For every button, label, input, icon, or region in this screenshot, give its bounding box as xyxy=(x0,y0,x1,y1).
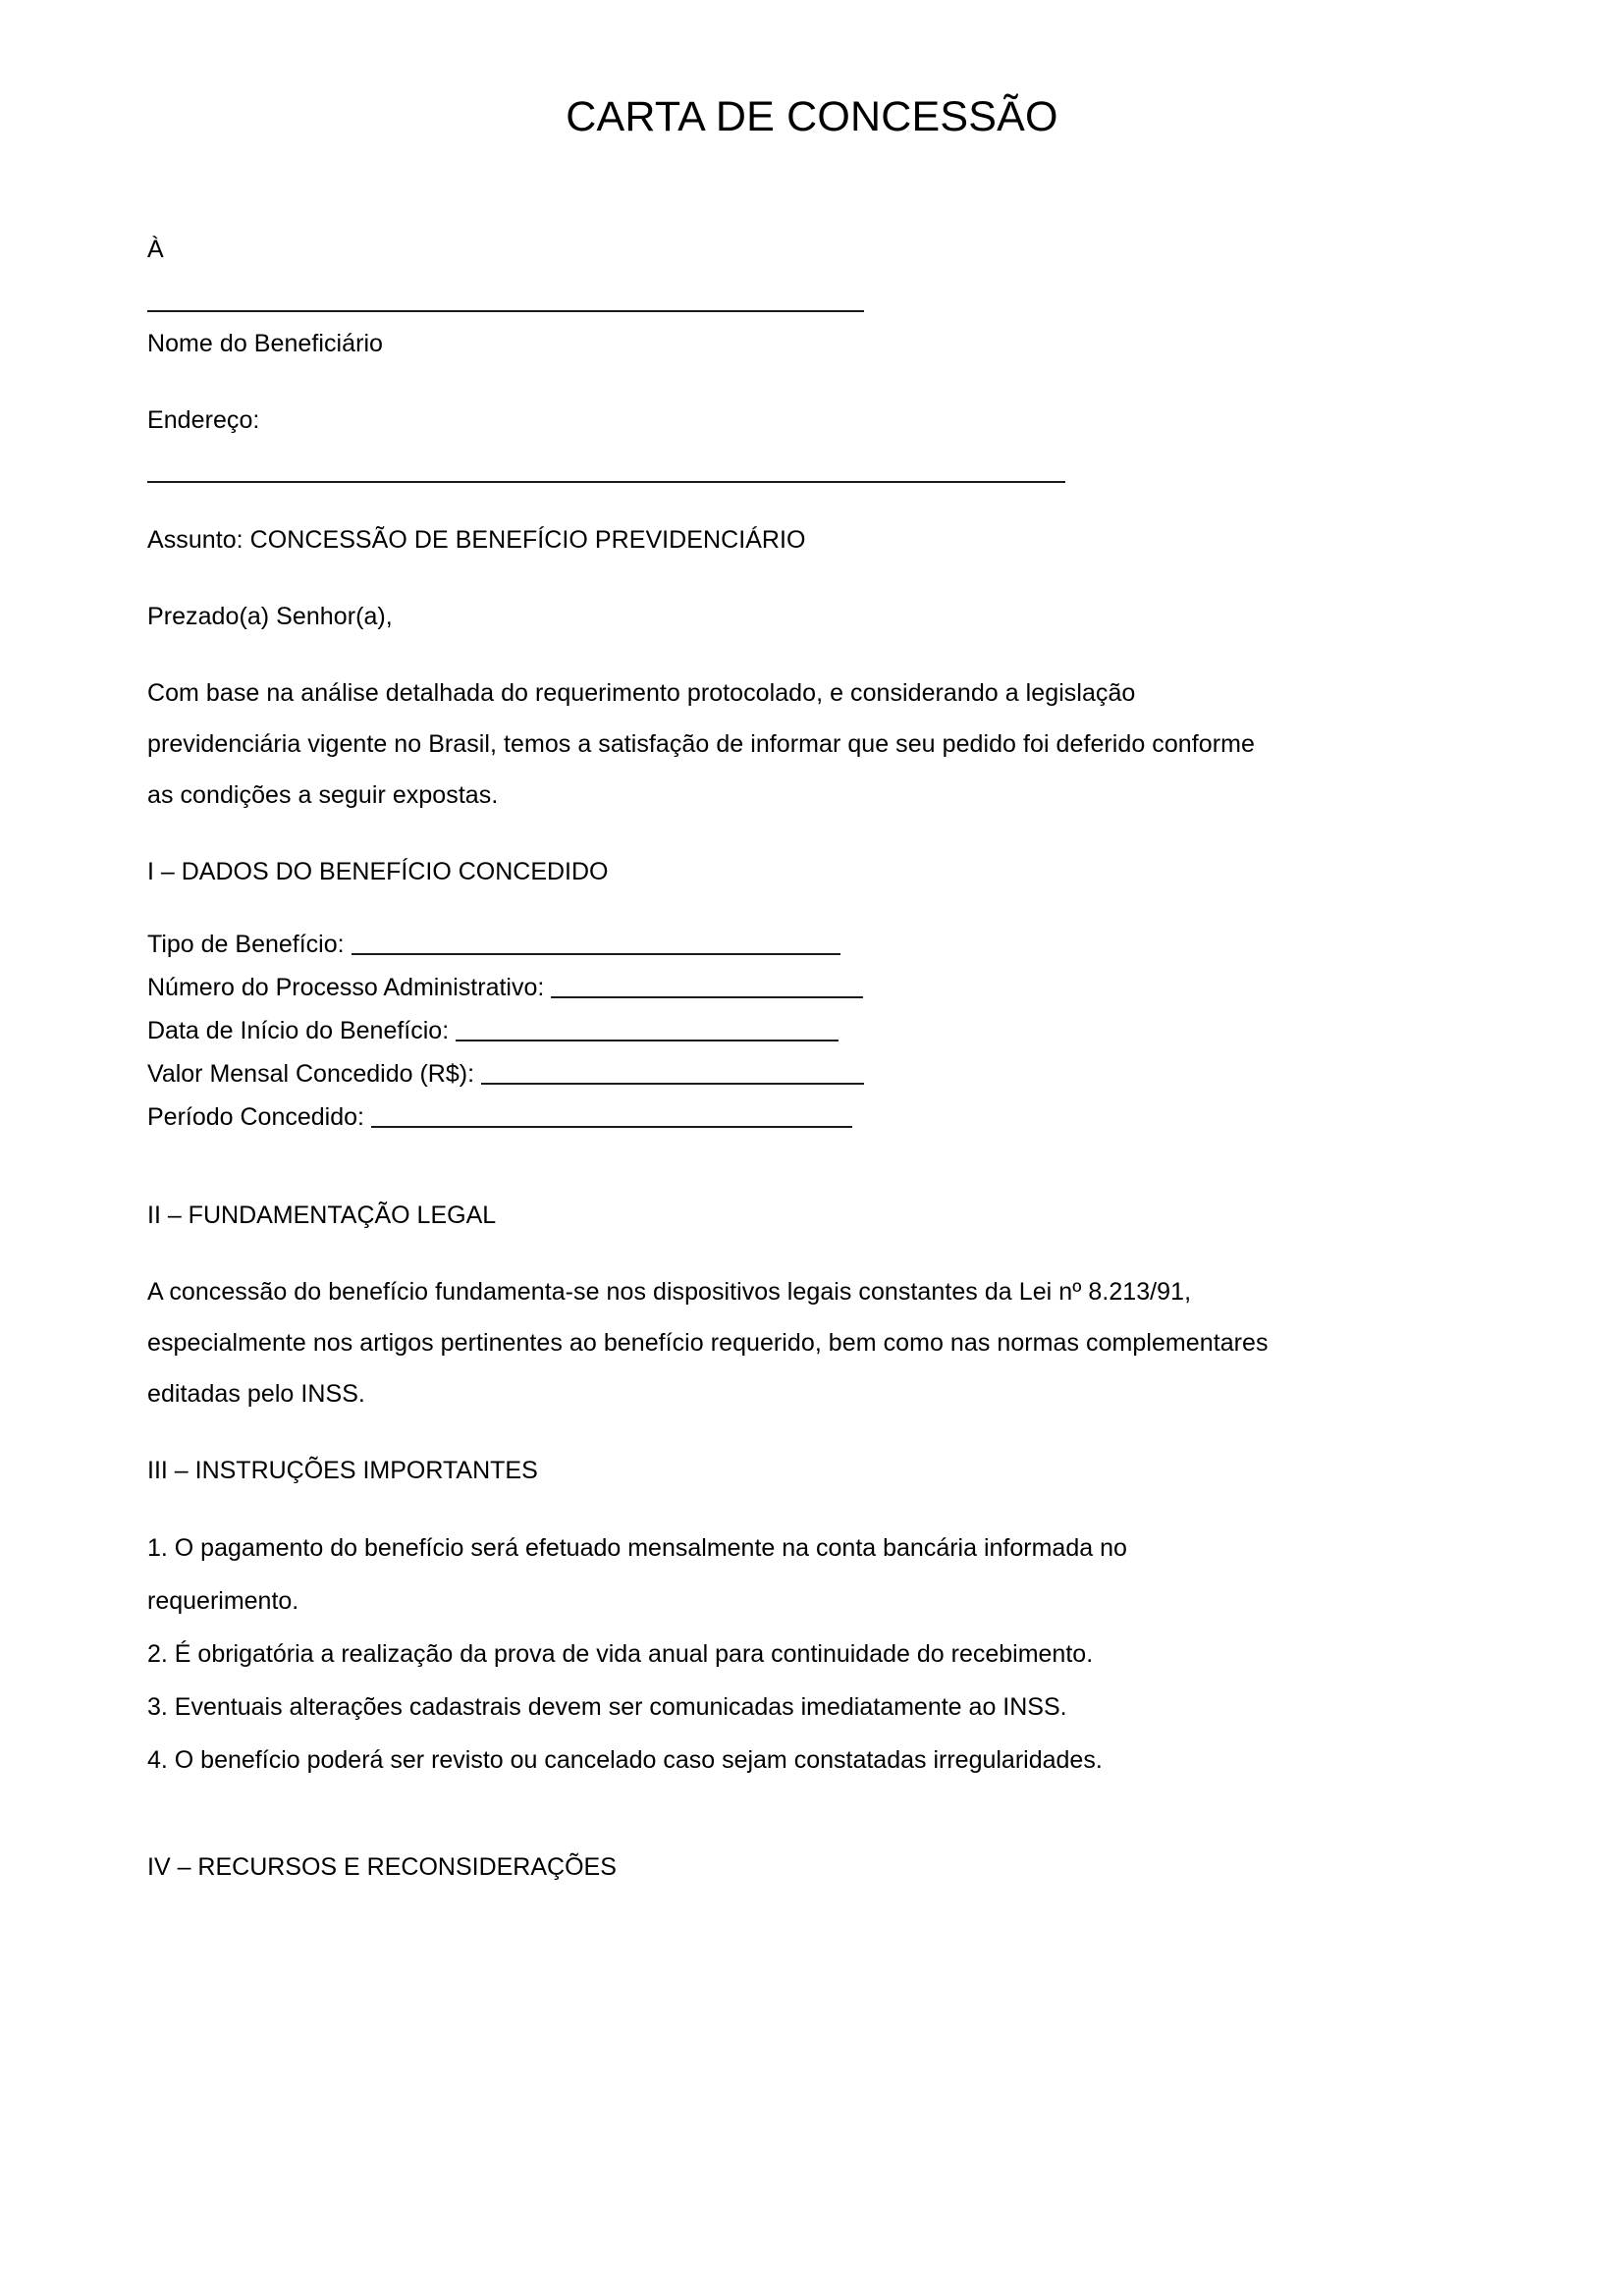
spacer xyxy=(147,565,1286,591)
field-input-valor-mensal-concedido[interactable] xyxy=(481,1063,864,1085)
spacer xyxy=(147,1496,1286,1522)
beneficiary-name-blank-line[interactable] xyxy=(147,310,864,312)
section-ii-paragraph: A concessão do benefício fundamenta-se nos dispositivos legais constantes da Lei nº 8.213/91, especialmente nos artigos pertinentes ao benefício requerido, bem como nas normas complementares editadas pelo INSS. xyxy=(147,1278,1269,1408)
section-iii-heading: III – INSTRUÇÕES IMPORTANTES xyxy=(147,1457,538,1484)
beneficiary-name-blank-row xyxy=(147,275,1286,318)
greeting-line: Prezado(a) Senhor(a), xyxy=(147,603,393,630)
section-ii-heading: II – FUNDAMENTAÇÃO LEGAL xyxy=(147,1201,497,1229)
field-row-data-de-inicio-do-beneficio xyxy=(147,1009,1286,1052)
spacer xyxy=(147,1419,1286,1445)
field-label-valor-mensal-concedido: Valor Mensal Concedido (R$): xyxy=(147,1060,475,1088)
field-label-numero-do-processo-administrativo: Número do Processo Administrativo: xyxy=(147,974,545,1001)
beneficiary-name-label: Nome do Beneficiário xyxy=(147,330,384,357)
field-row-tipo-de-beneficio xyxy=(147,923,1286,966)
field-row-valor-mensal-concedido xyxy=(147,1052,1286,1095)
document-body xyxy=(147,224,1286,1893)
addressee-block xyxy=(147,224,1286,489)
list-item: 4. O benefício poderá ser revisto ou cancelado caso sejam constatadas irregularidades. xyxy=(147,1746,1103,1774)
field-input-tipo-de-beneficio[interactable] xyxy=(352,934,840,955)
field-input-periodo-concedido[interactable] xyxy=(371,1106,852,1128)
field-row-periodo-concedido xyxy=(147,1095,1286,1139)
field-label-data-de-inicio-do-beneficio: Data de Início do Benefício: xyxy=(147,1017,450,1044)
section-i-heading: I – DADOS DO BENEFÍCIO CONCEDIDO xyxy=(147,858,609,885)
address-blank-line[interactable] xyxy=(147,481,1065,483)
spacer xyxy=(147,489,1286,514)
address-blank-row xyxy=(147,446,1286,489)
list-item: 1. O pagamento do benefício será efetuado mensalmente na conta bancária informada no requerimento. xyxy=(147,1534,1127,1615)
section-iii-instruction-list xyxy=(147,1522,1286,1787)
field-label-periodo-concedido: Período Concedido: xyxy=(147,1103,364,1131)
list-item: 2. É obrigatória a realização da prova de vida anual para continuidade do recebimento. xyxy=(147,1640,1094,1668)
page-title: CARTA DE CONCESSÃO xyxy=(566,93,1058,140)
spacer xyxy=(147,369,1286,395)
field-row-numero-do-processo-administrativo xyxy=(147,966,1286,1009)
spacer xyxy=(147,1787,1286,1842)
spacer xyxy=(147,1241,1286,1266)
spacer xyxy=(147,642,1286,667)
field-input-data-de-inicio-do-beneficio[interactable] xyxy=(456,1020,839,1041)
spacer xyxy=(147,1139,1286,1190)
field-label-tipo-de-beneficio: Tipo de Benefício: xyxy=(147,931,345,958)
spacer xyxy=(147,897,1286,923)
section-i-fields xyxy=(147,923,1286,1139)
intro-paragraph: Com base na análise detalhada do requerimento protocolado, e considerando a legislação previdenciária vigente no Brasil, temos a satisfação de informar que seu pedido foi deferido conforme as condições a seguir expostas. xyxy=(147,679,1255,809)
address-label: Endereço: xyxy=(147,406,260,434)
list-item: 3. Eventuais alterações cadastrais devem ser comunicadas imediatamente ao INSS. xyxy=(147,1693,1067,1721)
subject-line: Assunto: CONCESSÃO DE BENEFÍCIO PREVIDENCIÁRIO xyxy=(147,526,806,554)
section-iv-heading: IV – RECURSOS E RECONSIDERAÇÕES xyxy=(147,1853,617,1881)
addressee-salutation-marker: À xyxy=(147,236,164,263)
field-input-numero-do-processo-administrativo[interactable] xyxy=(551,977,863,998)
spacer xyxy=(147,821,1286,846)
